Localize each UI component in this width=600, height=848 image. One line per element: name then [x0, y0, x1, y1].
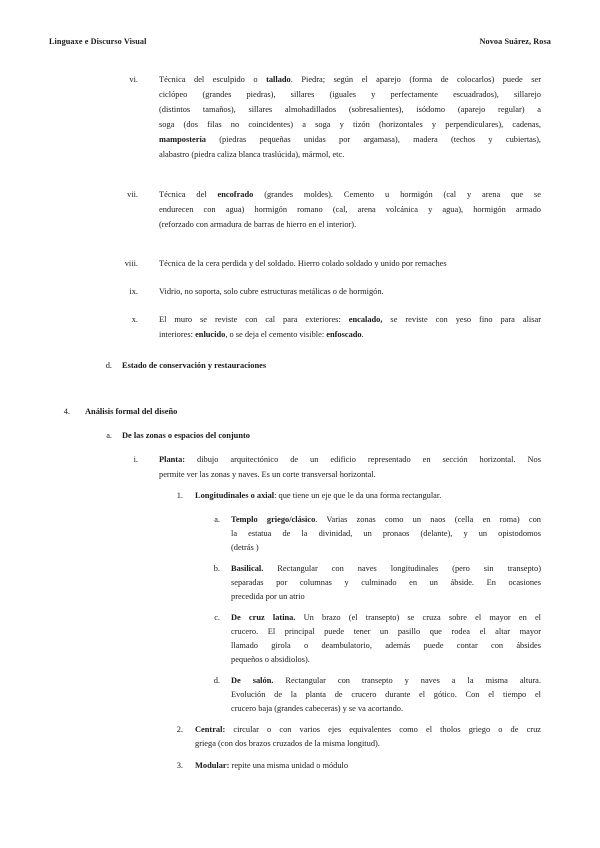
list-marker: viii. [124, 259, 138, 268]
text-line: la estatua de la divinidad, un pronaos (delante), y un opistodomos [231, 529, 541, 538]
list-marker: a. [214, 515, 220, 524]
text-line: Basilical. Rectangular con naves longitudinales (pero sin transepto) [231, 564, 541, 573]
list-item-text [159, 284, 541, 299]
list-item-text [159, 187, 541, 232]
list-item-text [195, 723, 541, 751]
text-line: (distintos tamaños), sillares almohadillados (sobresalientes), isódomo (aparejo regular) a [159, 105, 541, 114]
text-line: pequeños o absidiolos). [231, 655, 310, 664]
text-line: Técnica del encofrado (grandes moldes). Cemento u hormigón (cal y arena que se [159, 190, 541, 199]
list-item-text [195, 758, 541, 773]
list-marker: b. [213, 564, 220, 573]
text-line: endurecen con agua) hormigón romano (cal, arena volcánica y agua), hormigón armado [159, 205, 541, 214]
text-line: Templo griego/clásico. Varias zonas como un naos (cella en roma) con [231, 515, 541, 524]
list-marker: d. [213, 676, 220, 685]
list-item-text [195, 488, 541, 503]
text-line: separadas por columnas y culminado en un ábside. En ocasiones [231, 578, 541, 587]
list-marker: vi. [129, 75, 138, 84]
text-line: interiores: enlucido, o se deja el cemento visible: enfoscado. [159, 330, 364, 339]
section-marker: d. [105, 361, 112, 370]
list-marker: 1. [176, 491, 183, 500]
list-item-text [231, 513, 541, 555]
text-line: ciclópeo (grandes piedras), sillares (iguales y perfectamente escuadrados), sillarejo [159, 90, 541, 99]
text-line: crucero. El principal puede tener un pasillo que rodea el altar mayor [231, 627, 541, 636]
text-line: crucero baja (grandes cabeceras) y se va acortando. [231, 704, 404, 713]
text-line: (reforzado con armadura de barras de hierro en el interior). [159, 220, 357, 229]
text-line: mampostería (piedras pequeñas unidas por argamasa), madera (techos y cubiertas), [159, 135, 541, 144]
text-line: Longitudinales o axial: que tiene un eje que le da una forma rectangular. [195, 491, 442, 500]
section-heading: De las zonas o espacios del conjunto [122, 431, 250, 440]
text-line: Modular: repite una misma unidad o módulo [195, 761, 349, 770]
list-marker: 2. [176, 725, 183, 734]
text-line: El muro se reviste con cal para exteriores: encalado, se reviste con yeso fino para alisar [159, 315, 541, 324]
text-line: (detrás ) [231, 543, 259, 552]
list-marker: ix. [129, 287, 138, 296]
text-line: Técnica de la cera perdida y del soldado. Hierro colado soldado y unido por remaches [159, 259, 447, 268]
text-line: alabastro (piedra caliza blanca traslúcida), mármol, etc. [159, 150, 345, 159]
text-line: De salón. Rectangular con transepto y naves a la misma altura. [231, 676, 541, 685]
list-marker: x. [131, 315, 138, 324]
list-marker: c. [214, 613, 220, 622]
list-item-text [159, 452, 541, 482]
text-line: Evolución de la planta de crucero durante el gótico. Con el tiempo el [231, 690, 541, 699]
text-line: permite ver las zonas y naves. Es un corte transversal horizontal. [159, 470, 376, 479]
list-marker: vii. [127, 190, 138, 199]
header-course-title: Linguaxe e Discurso Visual [49, 37, 147, 46]
list-item-text [159, 72, 541, 162]
list-item-text [159, 256, 541, 271]
text-line: Técnica del esculpido o tallado. Piedra; según el aparejo (forma de colocarlos) puede ser [159, 75, 542, 84]
section-marker: a. [106, 431, 112, 440]
list-marker: i. [133, 455, 138, 464]
header-author: Novoa Suárez, Rosa [479, 37, 551, 46]
list-item-text [231, 674, 541, 716]
list-item-text [231, 562, 541, 604]
list-item-text [231, 611, 541, 667]
text-line: Planta: dibujo arquitectónico de un edificio representado en sección horizontal. Nos [159, 455, 541, 464]
section-heading: Estado de conservación y restauraciones [122, 361, 267, 370]
text-line: precedida por un atrio [231, 592, 305, 601]
list-item-text [159, 312, 541, 342]
text-line: De cruz latina. Un brazo (el transepto) se cruza sobre el mayor en el [231, 613, 541, 622]
section-heading: Análisis formal del diseño [85, 407, 178, 416]
text-line: llamado girola o deambulatorio, además puede contar con ábsides [231, 641, 541, 650]
text-line: Central: circular o con varios ejes equivalentes como el tholos griego o de cruz [195, 725, 541, 734]
list-marker: 3. [176, 761, 183, 770]
section-marker: 4. [63, 407, 70, 416]
text-line: soga (dos filas no coincidentes) a soga y tizón (horizontales y perpendiculares), cadenas, [159, 120, 541, 129]
text-line: griega (con dos brazos cruzados de la misma longitud). [195, 739, 380, 748]
text-line: Vidrio, no soporta, solo cubre estructuras metálicas o de hormigón. [159, 287, 384, 296]
